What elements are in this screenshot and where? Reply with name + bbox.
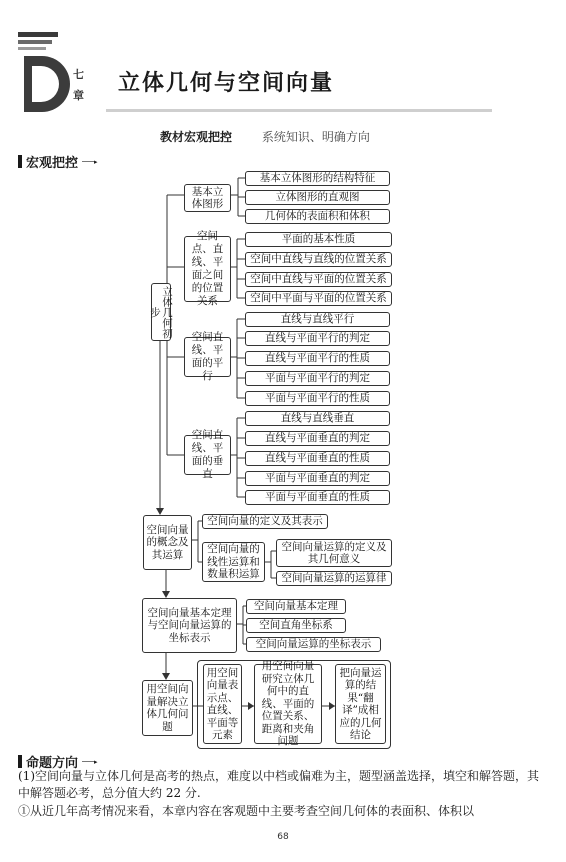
paragraph-2: ①从近几年高考情况来看，本章内容在客观题中主要考查空间几何体的表面积、体积以: [18, 804, 475, 818]
item-perp-3: 平面与平面垂直的判定: [245, 471, 390, 486]
item-perp-4: 平面与平面垂直的性质: [245, 490, 390, 505]
mindmap-root: 立体几何初步: [151, 283, 171, 341]
vector-linear: 空间向量的线性运算和数量积运算: [202, 542, 265, 582]
item-parallel-3: 平面与平面平行的判定: [245, 371, 390, 386]
item-position-1: 空间中直线与直线的位置关系: [245, 252, 392, 267]
vector-op-def: 空间向量运算的定义及其几何意义: [276, 539, 392, 567]
paragraph-1: (1)空间向量与立体几何是高考的热点，难度以中档或偏难为主，题型涵盖选择，填空和解答题，其中解答题必考，总分值大约 22 分.: [18, 769, 540, 800]
basis-item-1: 空间直角坐标系: [246, 618, 346, 633]
solve-step-1: 用空间向量表示点、直线、平面等元素: [203, 664, 242, 744]
subheader-title: 教材宏观把控: [160, 130, 233, 144]
section-marker: [18, 755, 22, 768]
item-position-2: 空间中直线与平面的位置关系: [245, 272, 392, 287]
item-parallel-2: 直线与平面平行的性质: [245, 351, 390, 366]
group-position-label: 空间点、直线、平面之间的位置关系: [184, 236, 231, 302]
item-parallel-1: 直线与平面平行的判定: [245, 331, 390, 346]
section-heading-overview: 宏观把控 ▸: [18, 152, 98, 171]
item-parallel-0: 直线与直线平行: [245, 312, 390, 327]
item-perp-2: 直线与平面垂直的性质: [245, 451, 390, 466]
chapter-title: 立体几何与空间向量: [118, 71, 335, 96]
group-basic-label: 基本立体图形: [184, 184, 231, 212]
subheader-tagline: 系统知识、明确方向: [261, 130, 370, 144]
group-parallel-label: 空间直线、平面的平行: [184, 337, 231, 377]
vector-concept-label: 空间向量的概念及其运算: [143, 515, 192, 570]
item-position-0: 平面的基本性质: [245, 232, 392, 247]
item-perp-1: 直线与平面垂直的判定: [245, 431, 390, 446]
vector-op-rule: 空间向量运算的运算律: [276, 571, 392, 586]
item-basic-0: 基本立体图形的结构特征: [245, 171, 390, 186]
solve-step-2: 用空间向量研究立体几何中的直线、平面的位置关系、距离和夹角问题: [254, 664, 322, 744]
item-position-3: 空间中平面与平面的位置关系: [245, 291, 392, 306]
group-perp-label: 空间直线、平面的垂直: [184, 435, 231, 475]
chapter-word: 章: [73, 89, 84, 102]
chapter-number: 七: [73, 68, 84, 81]
solve-step-3: 把向量运算的结果“翻译”成相应的几何结论: [335, 664, 386, 744]
item-basic-2: 几何体的表面积和体积: [245, 209, 390, 224]
section-heading-direction: 命题方向 ▸: [18, 752, 98, 771]
basis-item-2: 空间向量运算的坐标表示: [246, 637, 381, 652]
basis-item-0: 空间向量基本定理: [246, 599, 346, 614]
vector-basis-label: 空间向量基本定理与空间向量运算的坐标表示: [142, 598, 237, 653]
page-number: 68: [277, 832, 289, 842]
vector-def: 空间向量的定义及其表示: [202, 514, 328, 529]
item-parallel-4: 平面与平面平行的性质: [245, 391, 390, 406]
item-basic-1: 立体图形的直观图: [245, 190, 390, 205]
vector-solve-label: 用空间向量解决立体几何问题: [142, 680, 193, 736]
item-perp-0: 直线与直线垂直: [245, 411, 390, 426]
